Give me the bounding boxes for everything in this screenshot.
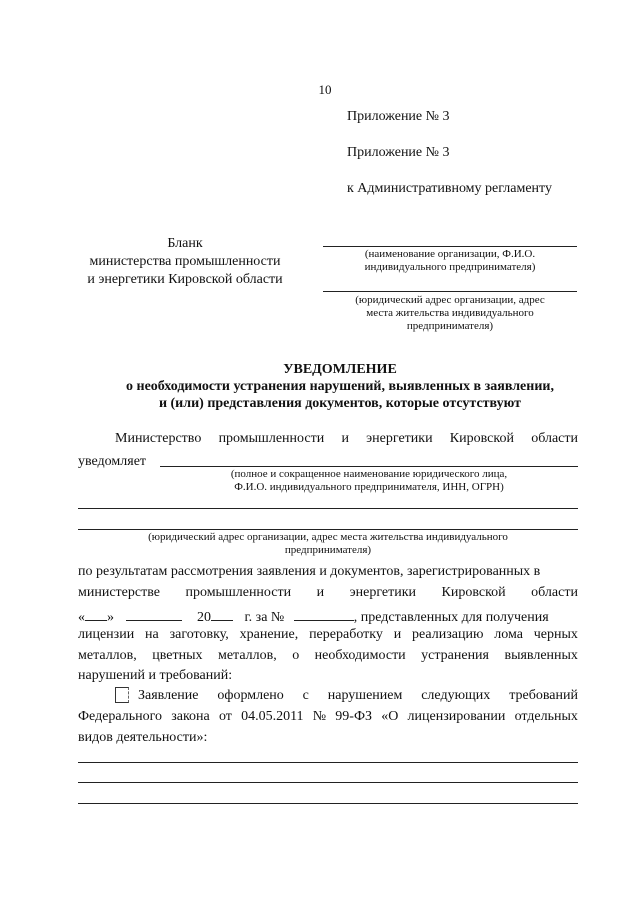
appendix-line-3: к Административному регламенту bbox=[347, 181, 552, 196]
item1-line-3: видов деятельности»: bbox=[78, 730, 208, 745]
blank-line: министерства промышленности bbox=[89, 254, 281, 269]
page-number: 10 bbox=[318, 82, 332, 97]
item1-line-1: Заявление оформлено с нарушением следующих требований bbox=[138, 688, 578, 703]
year-prefix: 20 bbox=[197, 610, 211, 625]
entity-name-line bbox=[160, 466, 578, 467]
blank-line: Бланк bbox=[167, 236, 203, 251]
org-name-hint: (наименование организации, Ф.И.О. индивидуального предпринимателя) bbox=[364, 248, 536, 273]
paragraph-line-4: лицензии на заготовку, хранение, переработку и реализацию лома черных bbox=[78, 627, 578, 642]
address-hint: (юридический адрес организации, адрес места жительства индивидуального предпринимателя) bbox=[148, 531, 508, 556]
violation-checkbox[interactable] bbox=[115, 687, 129, 703]
appendix-line-2: Приложение № 3 bbox=[347, 145, 450, 160]
answer-line-2[interactable] bbox=[78, 782, 578, 783]
blank-line-2 bbox=[78, 529, 578, 530]
ministry-line: Министерство промышленности и энергетики Кировской области bbox=[115, 431, 578, 446]
open-quote: « bbox=[78, 610, 85, 625]
answer-line-1[interactable] bbox=[78, 762, 578, 763]
org-name-line bbox=[323, 246, 577, 247]
number-field[interactable] bbox=[294, 606, 354, 621]
number-label: г. за № bbox=[244, 610, 285, 625]
answer-line-3[interactable] bbox=[78, 803, 578, 804]
notifies-label: уведомляет bbox=[78, 454, 147, 469]
org-address-hint: (юридический адрес организации, адрес места жительства индивидуального предпринимателя) bbox=[355, 294, 545, 332]
document-title: УВЕДОМЛЕНИЕ bbox=[283, 362, 397, 377]
org-address-line bbox=[323, 291, 577, 292]
day-field[interactable] bbox=[85, 606, 107, 621]
blank-line: и энергетики Кировской области bbox=[87, 272, 283, 287]
appendix-line-1: Приложение № 3 bbox=[347, 109, 450, 124]
close-quote: » bbox=[107, 610, 114, 625]
year-field[interactable] bbox=[211, 606, 233, 621]
paragraph-line-5: металлов, цветных металлов, о необходимости устранения выявленных bbox=[78, 648, 578, 663]
item1-line-2: Федерального закона от 04.05.2011 № 99-ФЗ «О лицензировании отдельных bbox=[78, 709, 578, 724]
blank-line-1 bbox=[78, 508, 578, 509]
paragraph-line-6: нарушений и требований: bbox=[78, 668, 233, 683]
paragraph-line-2: министерстве промышленности и энергетики Кировской области bbox=[78, 585, 578, 600]
paragraph-line-3-tail: , представленных для получения bbox=[353, 610, 549, 625]
paragraph-line-1: по результатам рассмотрения заявления и документов, зарегистрированных в bbox=[78, 564, 541, 579]
document-subtitle: о необходимости устранения нарушений, выявленных в заявлении, и (или) представления документов, которые отсутствуют bbox=[126, 379, 554, 411]
paragraph-line-3 bbox=[78, 606, 578, 626]
entity-hint: (полное и сокращенное наименование юридического лица, Ф.И.О. индивидуального предпринимателя, ИНН, ОГРН) bbox=[230, 468, 508, 493]
month-field[interactable] bbox=[126, 606, 182, 621]
blank-header bbox=[66, 235, 304, 289]
